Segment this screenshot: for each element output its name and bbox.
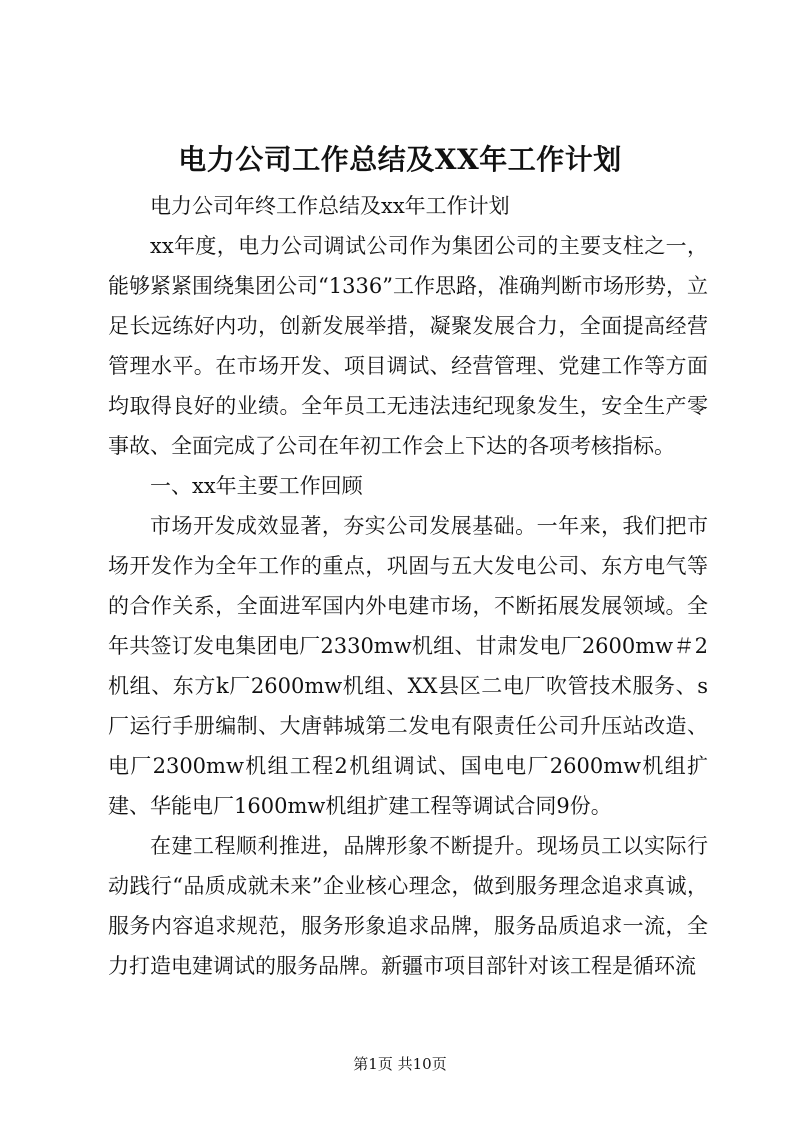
projects-paragraph: 在建工程顺利推进，品牌形象不断提升。现场员工以实际行动践行“品质成就未来”企业核心理念，做到服务理念追求真诚，服务内容追求规范，服务形象追求品牌，服务品质追求一流，全力打造电建调试的服务品牌。新疆市项目部针对该工程是循环流 [108, 834, 708, 978]
section-heading: 一、xx年主要工作回顾 [150, 474, 363, 498]
subtitle-paragraph: 电力公司年终工作总结及xx年工作计划 [150, 194, 510, 218]
page-number: 第1页 共10页 [353, 1055, 447, 1073]
market-paragraph: 市场开发成效显著，夯实公司发展基础。一年来，我们把市场开发作为全年工作的重点，巩固与五大发电公司、东方电气等的合作关系，全面进军国内外电建市场，不断拓展发展领域。全年共签订发电集团电厂2330mw机组、甘肃发电厂2600mw＃2机组、东方k厂2600mw机组、XX县区二电厂吹管技术服务、s厂运行手册编制、大唐韩城第二发电有限责任公司升压站改造、电厂2300mw机组工程2机组调试、国电电厂2600mw机组扩建、华能电厂1600mw机组扩建工程等调试合同9份。 [108, 514, 708, 818]
document-body [108, 186, 708, 986]
intro-paragraph: xx年度，电力公司调试公司作为集团公司的主要支柱之一，能够紧紧围绕集团公司“1336”工作思路，准确判断市场形势，立足长远练好内功，创新发展举措，凝聚发展合力，全面提高经营管理水平。在市场开发、项目调试、经营管理、党建工作等方面均取得良好的业绩。全年员工无违法违纪现象发生，安全生产零事故、全面完成了公司在年初工作会上下达的各项考核指标。 [108, 234, 708, 458]
document-title: 电力公司工作总结及XX年工作计划 [178, 143, 622, 176]
